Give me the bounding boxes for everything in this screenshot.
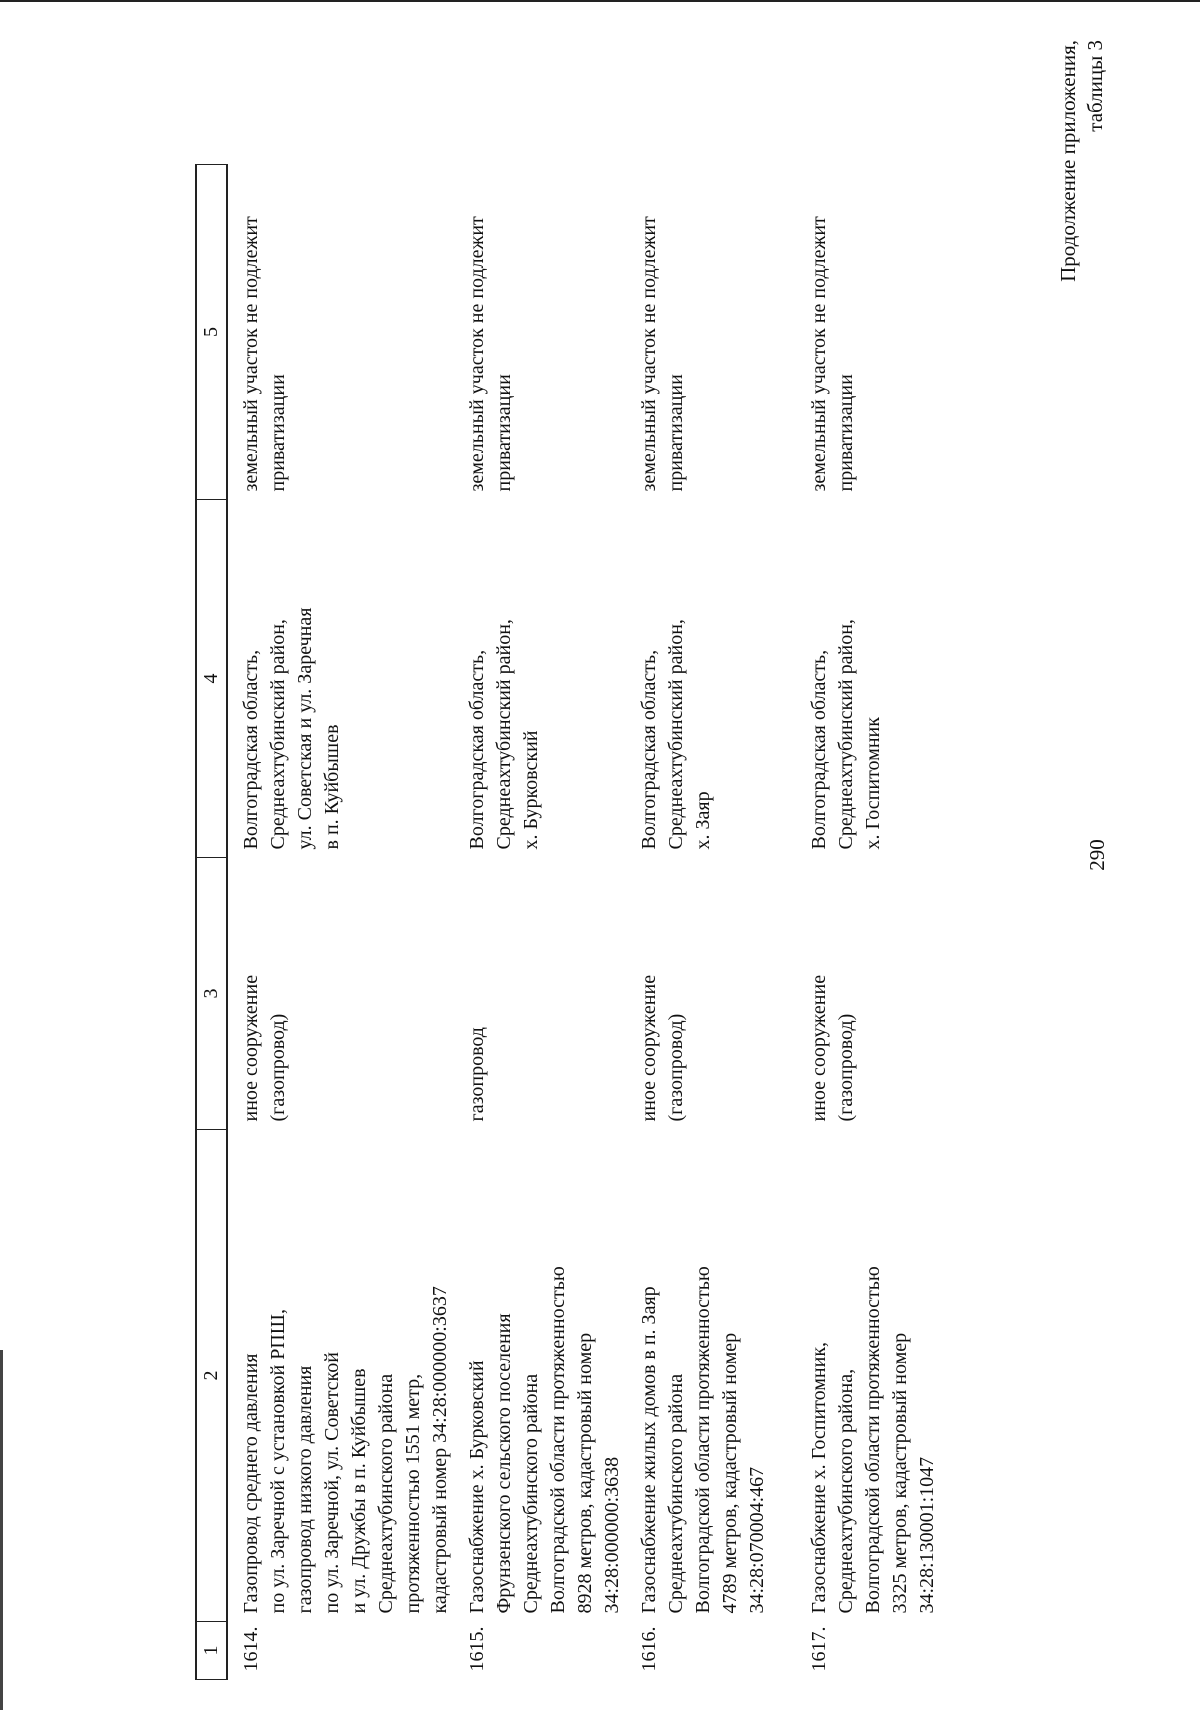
address-line: Волгоградская область, <box>808 649 830 850</box>
note-line: приватизации <box>267 374 289 492</box>
type-line: (газопровод) <box>835 1013 857 1122</box>
description-line: Фрунзенского сельского поселения <box>493 1313 515 1614</box>
row-number: 1615. <box>466 1626 488 1672</box>
note-line: приватизации <box>835 374 857 492</box>
table-row <box>227 165 454 1680</box>
description-line: Волгоградской области протяженностью <box>862 1266 884 1614</box>
object-note <box>454 165 626 500</box>
description-line: 4789 метров, кадастровый номер <box>719 1332 741 1614</box>
table-header-row <box>196 165 227 1680</box>
description-line: Волгоградской области протяженностью <box>692 1266 714 1614</box>
note-line: приватизации <box>665 374 687 492</box>
object-description <box>454 1130 626 1622</box>
type-line: газопровод <box>466 1027 488 1122</box>
address-line: х. Бурковский <box>520 730 542 850</box>
object-address <box>454 500 626 858</box>
address-line: х. Госпитомник <box>862 717 884 850</box>
object-note <box>626 165 796 500</box>
object-description <box>796 1130 966 1622</box>
column-header-2: 2 <box>196 1130 227 1622</box>
address-line: Среднеахтубинский район, <box>493 619 515 850</box>
description-line: Газоснабжение х. Бурковский <box>466 1360 488 1614</box>
note-line: земельный участок не подлежит <box>466 216 488 492</box>
description-line: газопровод низкого давления <box>294 1365 316 1614</box>
description-line: 3325 метров, кадастровый номер <box>889 1332 911 1614</box>
table-row <box>796 165 966 1680</box>
continuation-title-line-1: Продолжение приложения, <box>1056 40 1080 282</box>
description-line: Волгоградской области протяженностью <box>547 1266 569 1614</box>
type-line: иное сооружение <box>240 974 262 1122</box>
address-line: в п. Куйбышев <box>321 724 343 850</box>
row-number: 1617. <box>808 1626 830 1672</box>
table-row <box>454 165 626 1680</box>
object-address <box>796 500 966 858</box>
column-header-4: 4 <box>196 500 227 858</box>
type-line: иное сооружение <box>638 974 660 1122</box>
description-line: 34:28:130001:1047 <box>916 1456 938 1614</box>
note-line: приватизации <box>493 374 515 492</box>
description-line: 8928 метров, кадастровый номер <box>574 1332 596 1614</box>
page-number: 290 <box>1085 839 1109 871</box>
description-line: и ул. Дружбы в п. Куйбышев <box>348 1368 370 1614</box>
description-line: Газоснабжение х. Госпитомник, <box>808 1341 830 1614</box>
description-line: 34:28:070004:467 <box>746 1466 768 1614</box>
object-address <box>227 500 454 858</box>
object-type <box>796 858 966 1130</box>
object-note <box>796 165 966 500</box>
table-row <box>626 165 796 1680</box>
description-line: Газоснабжение жилых домов в п. Заяр <box>638 1286 660 1614</box>
address-line: ул. Советская и ул. Заречная <box>294 607 316 850</box>
column-header-1: 1 <box>196 1622 227 1680</box>
address-line: Среднеахтубинский район, <box>835 619 857 850</box>
column-header-5: 5 <box>196 165 227 500</box>
object-address <box>626 500 796 858</box>
column-header-3: 3 <box>196 858 227 1130</box>
description-line: кадастровый номер 34:28:000000:3637 <box>429 1286 451 1614</box>
type-line: иное сооружение <box>808 974 830 1122</box>
description-line: Среднеахтубинского района <box>520 1373 542 1614</box>
note-line: земельный участок не подлежит <box>638 216 660 492</box>
address-line: Волгоградская область, <box>240 649 262 850</box>
continuation-title <box>1055 40 1109 560</box>
type-line: (газопровод) <box>267 1013 289 1122</box>
object-type <box>454 858 626 1130</box>
continuation-title-line-2: таблицы 3 <box>1083 40 1107 132</box>
description-line: Среднеахтубинского района <box>375 1373 397 1614</box>
note-line: земельный участок не подлежит <box>808 216 830 492</box>
object-note <box>227 165 454 500</box>
address-line: х. Заяр <box>692 791 714 850</box>
address-line: Среднеахтубинский район, <box>267 619 289 850</box>
object-description <box>626 1130 796 1622</box>
address-line: Волгоградская область, <box>466 649 488 850</box>
object-type <box>626 858 796 1130</box>
description-line: протяженностью 1551 метр, <box>402 1373 424 1614</box>
description-line: Газопровод среднего давления <box>240 1353 262 1614</box>
address-line: Волгоградская область, <box>638 649 660 850</box>
type-line: (газопровод) <box>665 1013 687 1122</box>
address-line: Среднеахтубинский район, <box>665 619 687 850</box>
description-line: по ул. Заречной, ул. Советской <box>321 1352 343 1614</box>
description-line: Среднеахтубинского района, <box>835 1368 857 1614</box>
note-line: земельный участок не подлежит <box>240 216 262 492</box>
property-table <box>195 164 966 1680</box>
description-line: Среднеахтубинского района <box>665 1373 687 1614</box>
description-line: по ул. Заречной с установкой РПШ, <box>267 1309 289 1614</box>
object-type <box>227 858 454 1130</box>
row-number: 1614. <box>240 1626 262 1672</box>
row-number: 1616. <box>638 1626 660 1672</box>
description-line: 34:28:000000:3638 <box>601 1456 623 1614</box>
object-description <box>227 1130 454 1622</box>
